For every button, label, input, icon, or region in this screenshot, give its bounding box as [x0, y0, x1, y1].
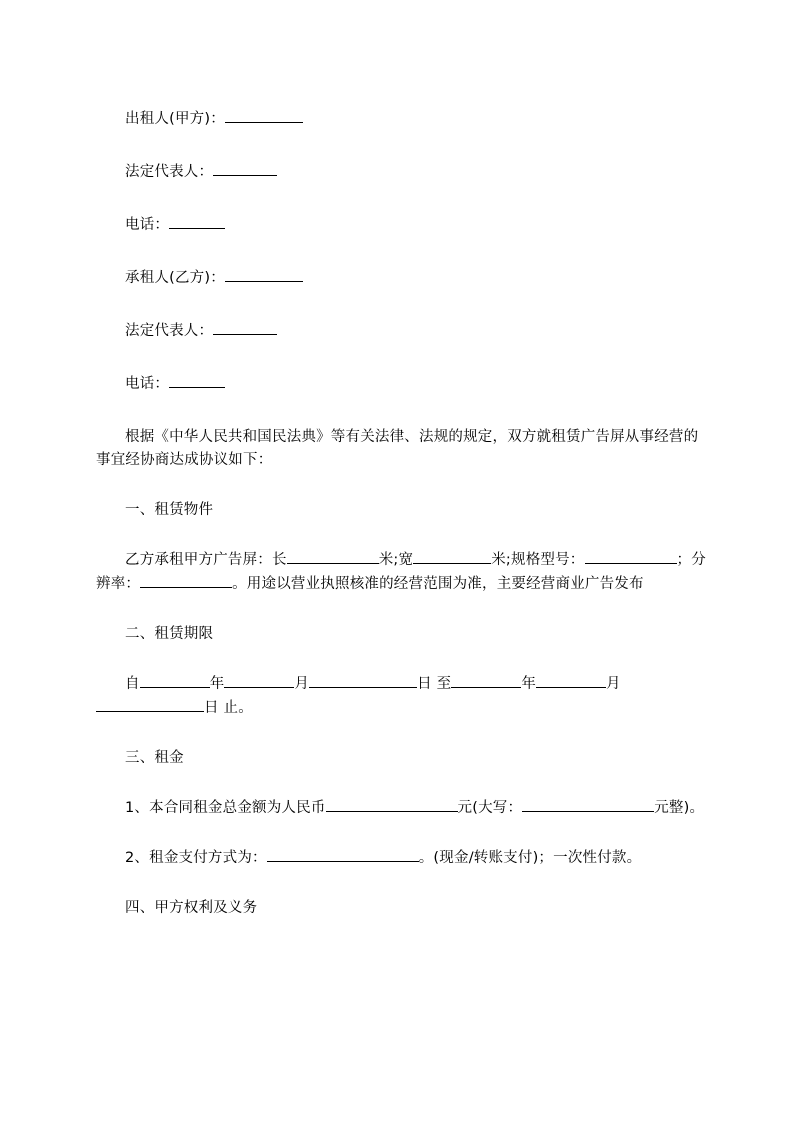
- field-lessor-blank[interactable]: [225, 108, 303, 123]
- screen-length-blank[interactable]: [287, 550, 379, 565]
- section-2-text-d: 日 至: [417, 676, 452, 693]
- field-lessor-legal-rep-label: 法定代表人：: [125, 163, 214, 180]
- payment-method-blank[interactable]: [267, 847, 419, 862]
- section-3-item-1-text-b: 元(大写：: [457, 799, 523, 816]
- section-2-text-a: 自: [125, 676, 140, 693]
- field-lessee-legal-rep: [96, 320, 706, 344]
- section-3-item-2-text-b: 。(现金/转账支付)；一次性付款。: [418, 849, 642, 866]
- end-year-blank[interactable]: [451, 673, 521, 688]
- start-year-blank[interactable]: [140, 673, 210, 688]
- section-3-item-2: [96, 847, 706, 871]
- field-lessee: [96, 267, 706, 291]
- field-lessor-legal-rep-blank[interactable]: [213, 161, 277, 176]
- start-day-blank[interactable]: [309, 673, 417, 688]
- section-2-text-b: 年: [209, 676, 225, 693]
- section-2-text-c: 月: [294, 676, 310, 693]
- section-1-text-a: 乙方承租甲方广告屏：长: [125, 552, 287, 569]
- rent-total-words-blank[interactable]: [522, 797, 654, 812]
- field-lessor-phone-blank[interactable]: [169, 214, 225, 229]
- document-body: [96, 108, 706, 947]
- screen-width-blank[interactable]: [413, 550, 491, 565]
- section-2-paragraph: [96, 673, 706, 721]
- section-4-title: 四、甲方权利及义务: [125, 899, 258, 916]
- screen-resolution-blank[interactable]: [140, 573, 232, 588]
- section-3-item-2-text-a: 2、租金支付方式为：: [125, 849, 267, 866]
- section-1-text-e: 。用途以营业执照核准的经营范围为准，主要经营商业广告发布: [232, 576, 644, 593]
- field-lessee-label: 承租人(乙方)：: [125, 269, 225, 286]
- end-month-blank[interactable]: [536, 673, 606, 688]
- field-lessee-legal-rep-blank[interactable]: [213, 320, 277, 335]
- section-3-item-1: [96, 797, 706, 821]
- section-2-text-f: 月: [606, 676, 621, 693]
- section-2-text-g: 日 止。: [204, 699, 253, 716]
- field-lessor-legal-rep: [96, 161, 706, 185]
- rent-total-number-blank[interactable]: [326, 797, 458, 812]
- field-lessee-blank[interactable]: [225, 267, 303, 282]
- section-3-item-1-text-c: 元整)。: [654, 799, 705, 816]
- end-day-blank[interactable]: [96, 697, 204, 712]
- field-lessee-phone-blank[interactable]: [169, 373, 225, 388]
- section-1-paragraph: [96, 549, 706, 597]
- field-lessor-phone-label: 电话：: [125, 216, 170, 233]
- field-lessor-phone: [96, 214, 706, 238]
- field-lessee-phone: [96, 373, 706, 397]
- screen-model-blank[interactable]: [585, 550, 677, 565]
- section-1-title: 一、租赁物件: [125, 502, 214, 519]
- section-1-text-b: 米;宽: [378, 552, 414, 569]
- field-lessor-label: 出租人(甲方)：: [125, 111, 225, 127]
- section-1-text-c: 米;规格型号：: [491, 552, 585, 569]
- preamble-paragraph: 根据《中华人民共和国民法典》等有关法律、法规的规定，双方就租赁广告屏从事经营的事宜经协商达成协议如下：: [96, 428, 699, 469]
- section-2-title: 二、租赁期限: [125, 626, 214, 643]
- start-month-blank[interactable]: [224, 673, 294, 688]
- section-3-title: 三、租金: [125, 749, 184, 766]
- section-3-item-1-text-a: 1、本合同租金总金额为人民币: [125, 799, 326, 816]
- section-2-text-e: 年: [521, 676, 537, 693]
- field-lessee-phone-label: 电话：: [125, 375, 170, 392]
- field-lessee-legal-rep-label: 法定代表人：: [125, 322, 214, 339]
- section-1-text-d: ；分辨率：: [96, 552, 706, 593]
- field-lessor: [96, 108, 706, 132]
